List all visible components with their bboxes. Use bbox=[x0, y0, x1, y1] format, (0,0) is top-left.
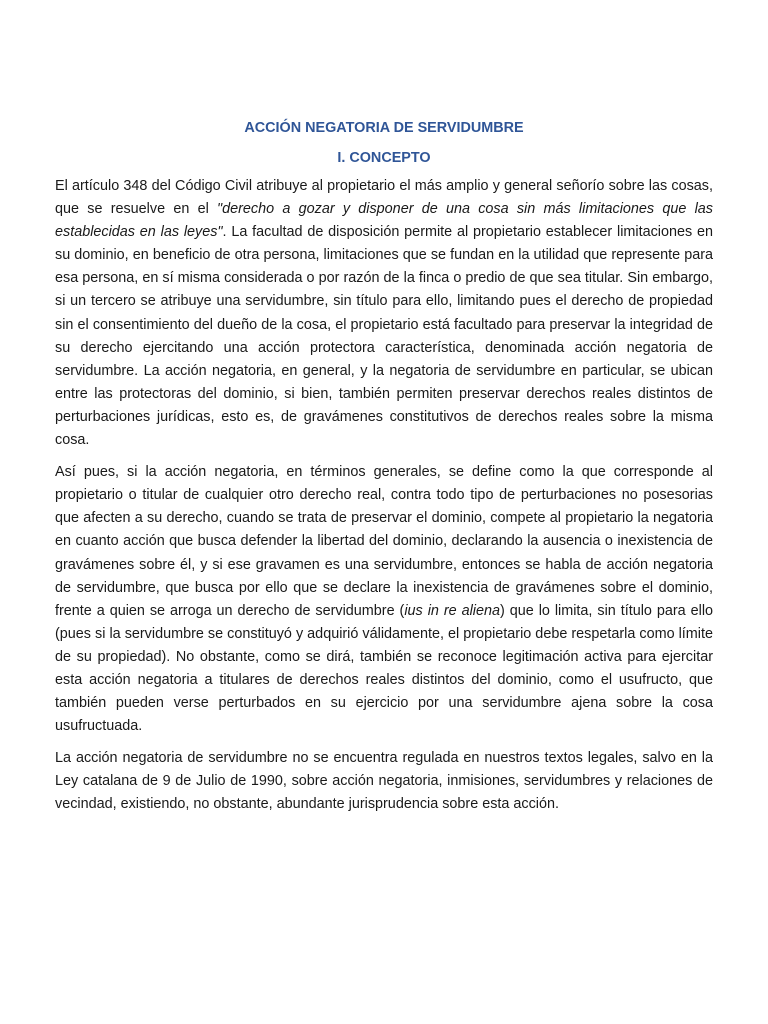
document-title: ACCIÓN NEGATORIA DE SERVIDUMBRE bbox=[244, 120, 524, 136]
paragraph-3: La acción negatoria de servidumbre no se encuentra regulada en nuestros textos legales, salvo en la Ley catalana de 9 de Julio de 1990, sobre acción negatoria, inmisiones, servidumbres y relaciones de vecindad, existiendo, no obstante, abundante jurisprudencia sobre esta acción. bbox=[55, 750, 713, 813]
paragraph-2-text-a: Así pues, si la acción negatoria, en términos generales, se define como la que corresponde al propietario o titular de cualquier otro derecho real, contra todo tipo de perturbaciones no posesorias que afecten a su derecho, cuando se trata de preservar el dominio, compete al propietario la negatoria en cuanto acción que busca defender la libertad del dominio, declarando la ausencia o inexistencia de gravámenes sobre él, y si ese gravamen es una servidumbre, entonces se habla de acción negatoria de servidumbre, que busca por ello que se declare la inexistencia de gravámenes sobre el dominio, frente a quien se arroga un derecho de servidumbre ( bbox=[55, 464, 713, 619]
paragraph-2-latin-term: ius in re aliena bbox=[404, 602, 500, 619]
paragraph-2-text-b: ) que lo limita, sin título para ello (pues si la servidumbre se constituyó y adquirió válidamente, el propietario debe respetarla como límite de su propiedad). No obstante, como se dirá, también se reconoce legitimación activa para ejercitar esta acción negatoria a titulares de derechos reales distintos del dominio, como el usufructo, que también pueden verse perturbados en su ejercicio por una servidumbre ajena sobre la cosa usufructuada. bbox=[55, 602, 714, 735]
paragraph-1-text-a: El artículo 348 del Código Civil atribuye al propietario el más amplio y general señorío sobre las cosas, que se resuelve en el bbox=[55, 178, 713, 218]
paragraph-1-quote: "derecho a gozar y disponer de una cosa sin más limitaciones que las establecidas en las leyes" bbox=[55, 201, 713, 241]
document-content bbox=[55, 117, 713, 826]
paragraph-1 bbox=[55, 175, 713, 452]
section-heading: I. CONCEPTO bbox=[337, 150, 431, 166]
paragraph-2 bbox=[55, 461, 713, 738]
paragraph-1-text-b: . La facultad de disposición permite al propietario establecer limitaciones en su dominio, en beneficio de otra persona, limitaciones que se fundan en la utilidad que represente para esa persona, en sí misma considerada o por razón de la finca o predio de que sea titular. Sin embargo, si un tercero se atribuye una servidumbre, sin título para ello, limitando pues el derecho de propiedad sin el consentimiento del dueño de la cosa, el propietario está facultado para preservar la integridad de su derecho ejercitando una acción protectora característica, denominada acción negatoria de servidumbre. La acción negatoria, en general, y la negatoria de servidumbre en particular, se ubican entre las protectoras del dominio, si bien, también permiten preservar derechos reales distintos de perturbaciones jurídicas, esto es, de gravámenes constitutivos de derechos reales sobre la misma cosa. bbox=[55, 224, 713, 449]
